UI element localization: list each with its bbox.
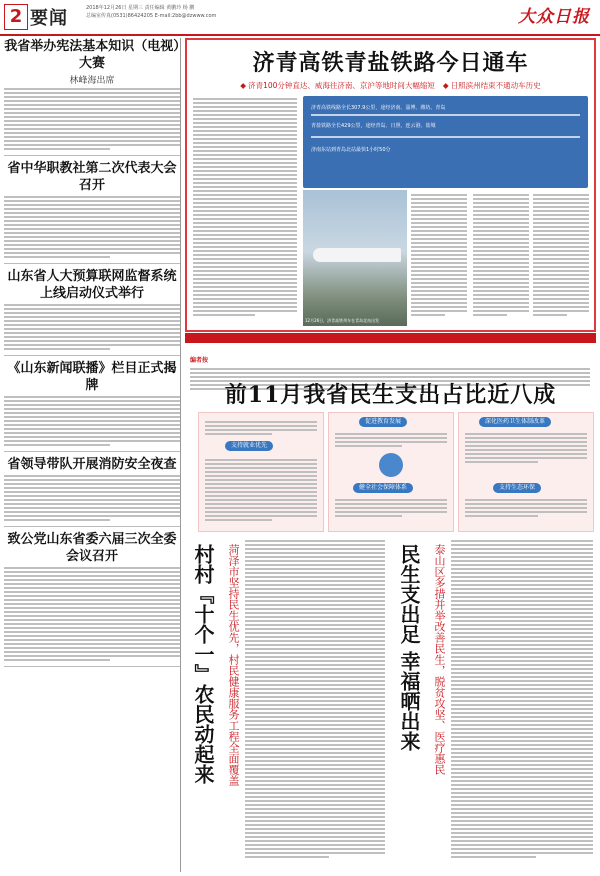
info-text xyxy=(465,431,587,465)
info-tag: 健全社会保障体系 xyxy=(353,483,413,493)
map-label: 青盐铁路全长429公里，途经青岛、日照、连云港、盐城 xyxy=(311,123,436,129)
info-tag: 支持生态环保 xyxy=(493,483,541,493)
info-tag: 深化医药卫生体制改革 xyxy=(479,417,551,427)
second-headline[interactable]: 前11月我省民生支出占比近八成 xyxy=(224,382,557,408)
train-photo xyxy=(303,190,407,326)
meta-line: 总编室传真(0531)86424205 E-mail:2bb@dzwww.com xyxy=(86,13,217,19)
vertical-headline[interactable]: 民生支出足 幸福晒出来 xyxy=(397,544,421,751)
article-headline[interactable]: 致公党山东省委六届三次全委会议召开 xyxy=(7,532,177,564)
info-box xyxy=(328,412,454,532)
info-text xyxy=(205,419,317,437)
section-name: 要闻 xyxy=(30,8,68,29)
info-text xyxy=(205,457,317,523)
vertical-subheadline: 菏泽市坚持民生优先，村民健康服务工程全面覆盖 xyxy=(227,544,240,786)
article-headline[interactable]: 我省举办宪法基本知识（电视）大赛 xyxy=(4,39,180,71)
rail-feature xyxy=(185,38,596,332)
feature-subhead: ◆ 济青100分钟直达、威海往济南、京沪等地时间大幅缩短 xyxy=(240,80,435,91)
feature-text-column xyxy=(411,192,467,326)
news-article[interactable] xyxy=(4,160,180,264)
news-article[interactable] xyxy=(4,38,180,156)
feature-body xyxy=(193,96,297,326)
meta-line: 2018年12月26日 星期三 责任编辑 黄鹏玲 杨 鹏 xyxy=(86,5,195,11)
feature-text-column xyxy=(473,192,529,326)
newspaper-logo: 大众日报 xyxy=(518,7,590,27)
feature-subheads xyxy=(187,80,594,91)
train-icon xyxy=(313,248,401,262)
map-label: 济南东站到青岛北站最快1小时50分 xyxy=(311,147,391,153)
article-headline[interactable]: 省中华职教社第二次代表大会召开 xyxy=(7,161,177,193)
info-tag: 支持就业优先 xyxy=(225,441,273,451)
article-headline[interactable]: 省领导带队开展消防安全夜查 xyxy=(7,457,177,472)
rail-map-infographic xyxy=(303,96,588,188)
article-headline[interactable]: 山东省人大预算联网监督系统上线启动仪式举行 xyxy=(7,269,177,301)
masthead xyxy=(0,0,600,36)
feature-headline[interactable]: 济青高铁青盐铁路今日通车 xyxy=(252,50,529,76)
bottom-text-column xyxy=(245,538,385,872)
info-text xyxy=(335,497,447,519)
vertical-headline[interactable]: 村村『十个一』农民动起来 xyxy=(191,544,215,784)
news-article[interactable] xyxy=(4,531,180,667)
bottom-stories xyxy=(185,538,596,872)
left-news-column xyxy=(4,38,181,872)
info-text xyxy=(465,497,587,519)
editor-note-label: 编者按 xyxy=(190,357,209,364)
map-label: 济青高铁线路全长307.9公里，途经济南、淄博、潍坊、青岛 xyxy=(311,105,446,111)
info-text xyxy=(335,431,447,449)
page-number: 2 xyxy=(4,4,28,30)
photo-caption: 12月26日，济青高铁列车在青岛北站出发 xyxy=(305,318,380,323)
feature-text-column xyxy=(533,192,589,326)
section-divider-banner xyxy=(185,333,596,343)
info-bubble-icon xyxy=(379,453,403,477)
vertical-subheadline: 泰山区多措并举改善民生，脱贫攻坚、医疗惠民 xyxy=(433,544,446,775)
feature-subhead: ◆ 日照滨州结束不通动车历史 xyxy=(443,80,541,91)
bottom-text-column xyxy=(451,538,593,872)
news-article[interactable] xyxy=(4,360,180,452)
info-tag: 促进教育发展 xyxy=(359,417,407,427)
article-headline[interactable]: 《山东新闻联播》栏目正式揭牌 xyxy=(7,361,177,393)
news-article[interactable] xyxy=(4,268,180,356)
masthead-meta xyxy=(86,4,216,20)
livelihood-infographic xyxy=(198,412,592,532)
news-article[interactable] xyxy=(4,456,180,527)
info-box xyxy=(458,412,594,532)
article-subtitle: 林峰海出席 xyxy=(69,76,115,86)
editor-note xyxy=(190,347,590,377)
info-box xyxy=(198,412,324,532)
